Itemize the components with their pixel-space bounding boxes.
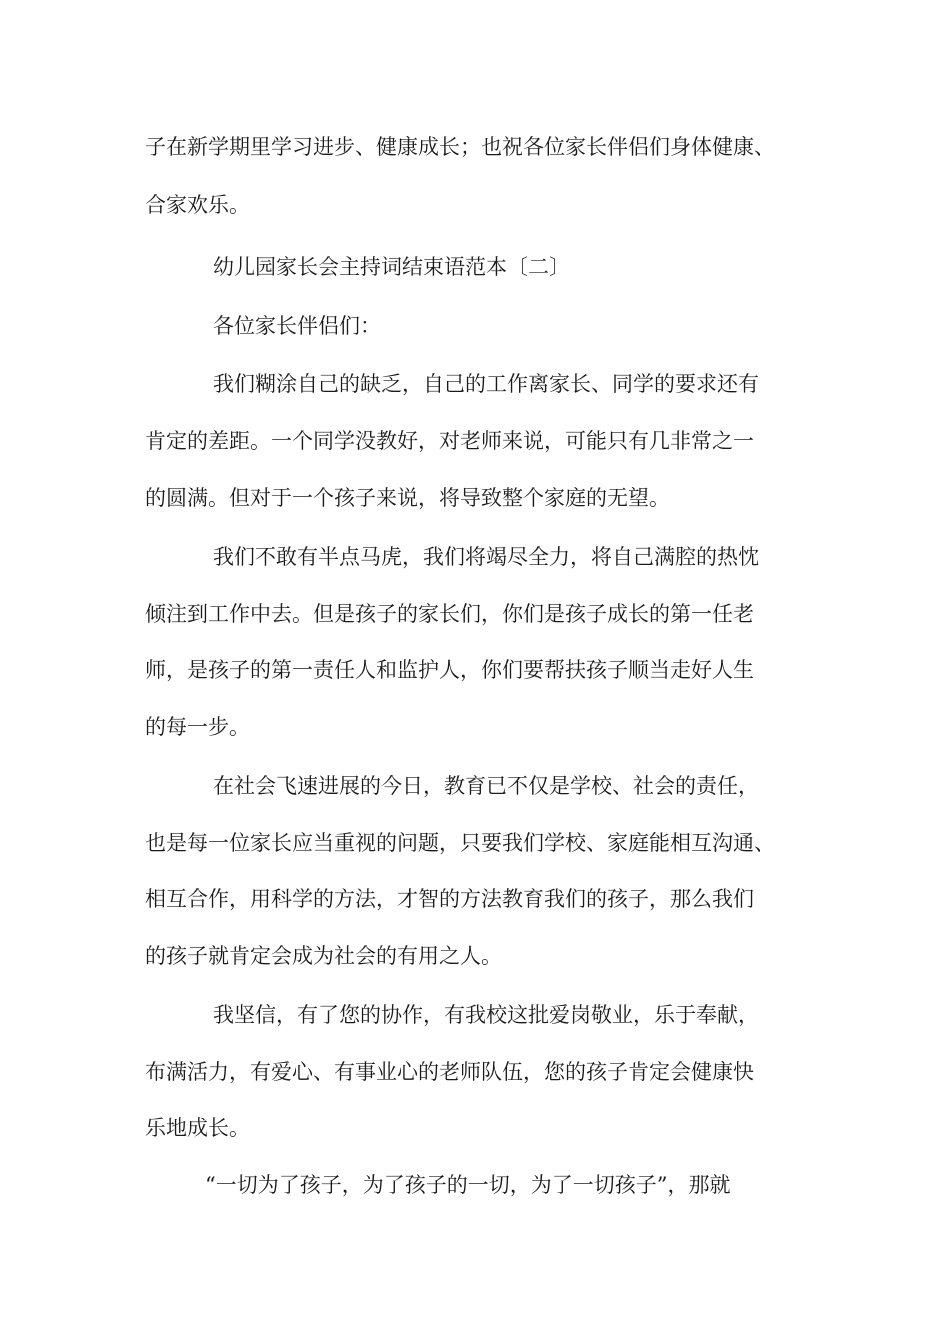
body-text-line: 的圆满。但对于一个孩子来说，将导致整个家庭的无望。: [145, 486, 670, 510]
paragraph-start-line: “一切为了孩子，为了孩子的一切，为了一切孩子”，那就: [205, 1173, 731, 1197]
body-text-line: 也是每一位家长应当重视的问题，只要我们学校、家庭能相互沟通、: [145, 831, 775, 855]
body-text-line: 乐地成长。: [145, 1116, 250, 1140]
body-text-line: 合家欢乐。: [145, 193, 250, 217]
body-text-line: 肯定的差距。一个同学没教好，对老师来说，可能只有几非常之一: [145, 429, 754, 453]
paragraph-start-line: 我们糊涂自己的缺乏，自己的工作离家长、同学的要求还有: [213, 372, 759, 396]
section-heading: 幼儿园家长会主持词结束语范本〔二〕: [213, 255, 570, 279]
body-text-line: 相互合作，用科学的方法，才智的方法教育我们的孩子，那么我们: [145, 887, 754, 911]
body-text-line: 的孩子就肯定会成为社会的有用之人。: [145, 944, 502, 968]
body-text-line: 的每一步。: [145, 715, 250, 739]
body-text-line: 布满活力，有爱心、有事业心的老师队伍，您的孩子肯定会健康快: [145, 1060, 754, 1084]
body-text-line: 倾注到工作中去。但是孩子的家长们，你们是孩子成长的第一任老: [145, 602, 754, 626]
paragraph-start-line: 我坚信，有了您的协作，有我校这批爱岗敬业，乐于奉献，: [213, 1003, 759, 1027]
body-text-line: 子在新学期里学习进步、健康成长；也祝各位家长伴侣们身体健康、: [145, 135, 775, 159]
salutation: 各位家长伴侣们：: [213, 314, 381, 338]
body-text-line: 师，是孩子的第一责任人和监护人，你们要帮扶孩子顺当走好人生: [145, 658, 754, 682]
paragraph-start-line: 我们不敢有半点马虎，我们将竭尽全力，将自己满腔的热忱: [213, 545, 759, 569]
paragraph-start-line: 在社会飞速进展的今日，教育已不仅是学校、社会的责任，: [213, 774, 759, 798]
